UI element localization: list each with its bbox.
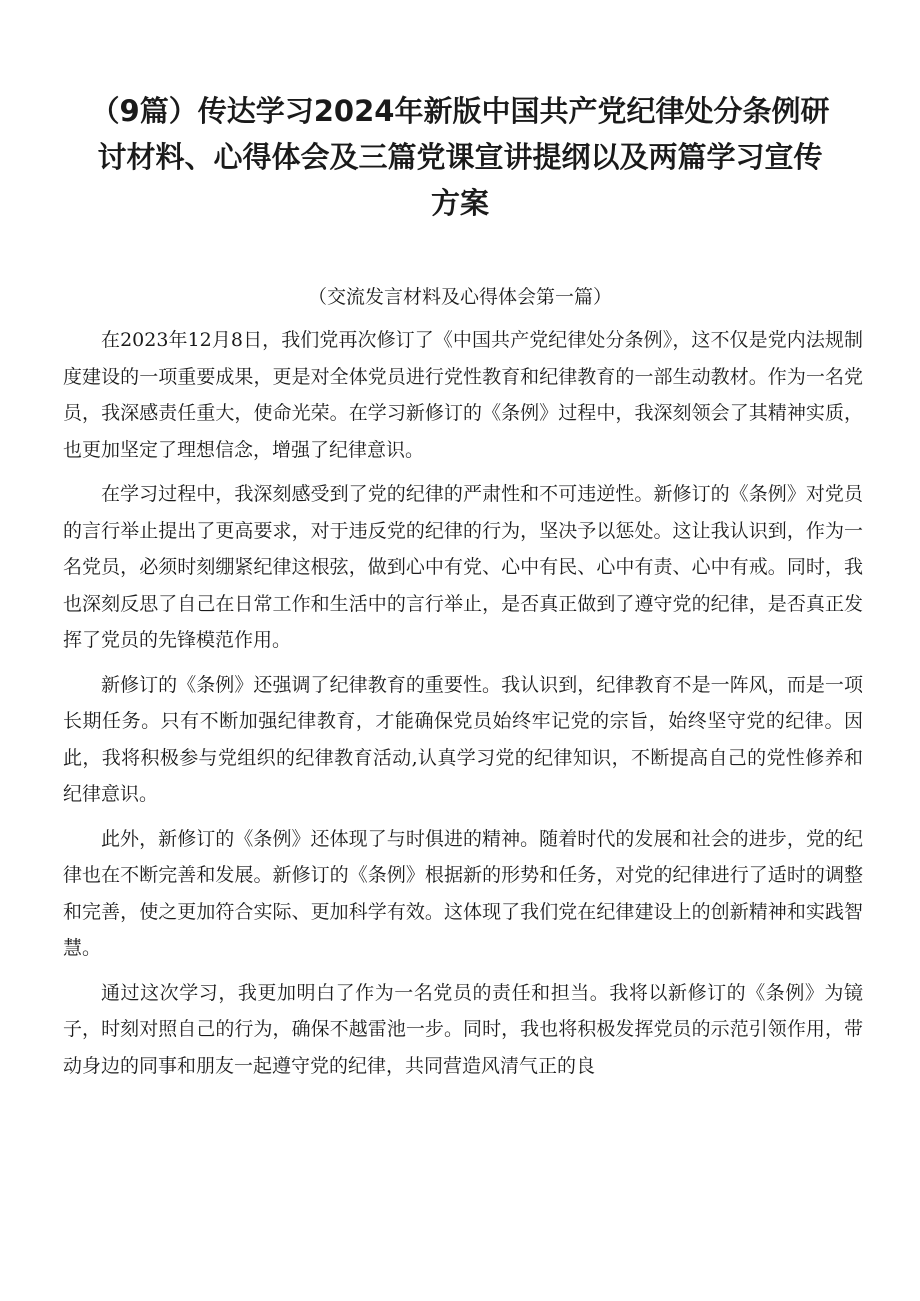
paragraph: 新修订的《条例》还强调了纪律教育的重要性。我认识到，纪律教育不是一阵风，而是一项长期任务。只有不断加强纪律教育，才能确保党员始终牢记党的宗旨，始终坚守党的纪律。因此，我将积极参与党组织的纪律教育活动,认真学习党的纪律知识，不断提高自己的党性修养和纪律意识。 [63, 673, 863, 805]
paragraph: 通过这次学习，我更加明白了作为一名党员的责任和担当。我将以新修订的《条例》为镜子，时刻对照自己的行为，确保不越雷池一步。同时，我也将积极发挥党员的示范引领作用，带动身边的同事和朋友一起遵守党的纪律，共同营造风清气正的良 [63, 981, 863, 1077]
document-title: （9篇）传达学习2024年新版中国共产党纪律处分条例研讨材料、心得体会及三篇党课宣讲提纲以及两篇学习宣传方案 [90, 94, 830, 220]
paragraph: 在2023年12月8日，我们党再次修订了《中国共产党纪律处分条例》，这不仅是党内法规制度建设的一项重要成果，更是对全体党员进行党性教育和纪律教育的一部生动教材。作为一名党员，我深感责任重大，使命光荣。在学习新修订的《条例》过程中，我深刻领会了其精神实质，也更加坚定了理想信念，增强了纪律意识。 [63, 329, 863, 461]
section-heading: （交流发言材料及心得体会第一篇） [307, 286, 612, 308]
paragraph: 在学习过程中，我深刻感受到了党的纪律的严肃性和不可违逆性。新修订的《条例》对党员的言行举止提出了更高要求，对于违反党的纪律的行为，坚决予以惩处。这让我认识到，作为一名党员，必须时刻绷紧纪律这根弦，做到心中有党、心中有民、心中有责、心中有戒。同时，我也深刻反思了自己在日常工作和生活中的言行举止，是否真正做到了遵守党的纪律，是否真正发挥了党员的先锋模范作用。 [63, 483, 863, 651]
document-body [63, 322, 863, 1092]
paragraph: 此外，新修订的《条例》还体现了与时俱进的精神。随着时代的发展和社会的进步，党的纪律也在不断完善和发展。新修订的《条例》根据新的形势和任务，对党的纪律进行了适时的调整和完善，使之更加符合实际、更加科学有效。这体现了我们党在纪律建设上的创新精神和实践智慧。 [63, 827, 863, 959]
